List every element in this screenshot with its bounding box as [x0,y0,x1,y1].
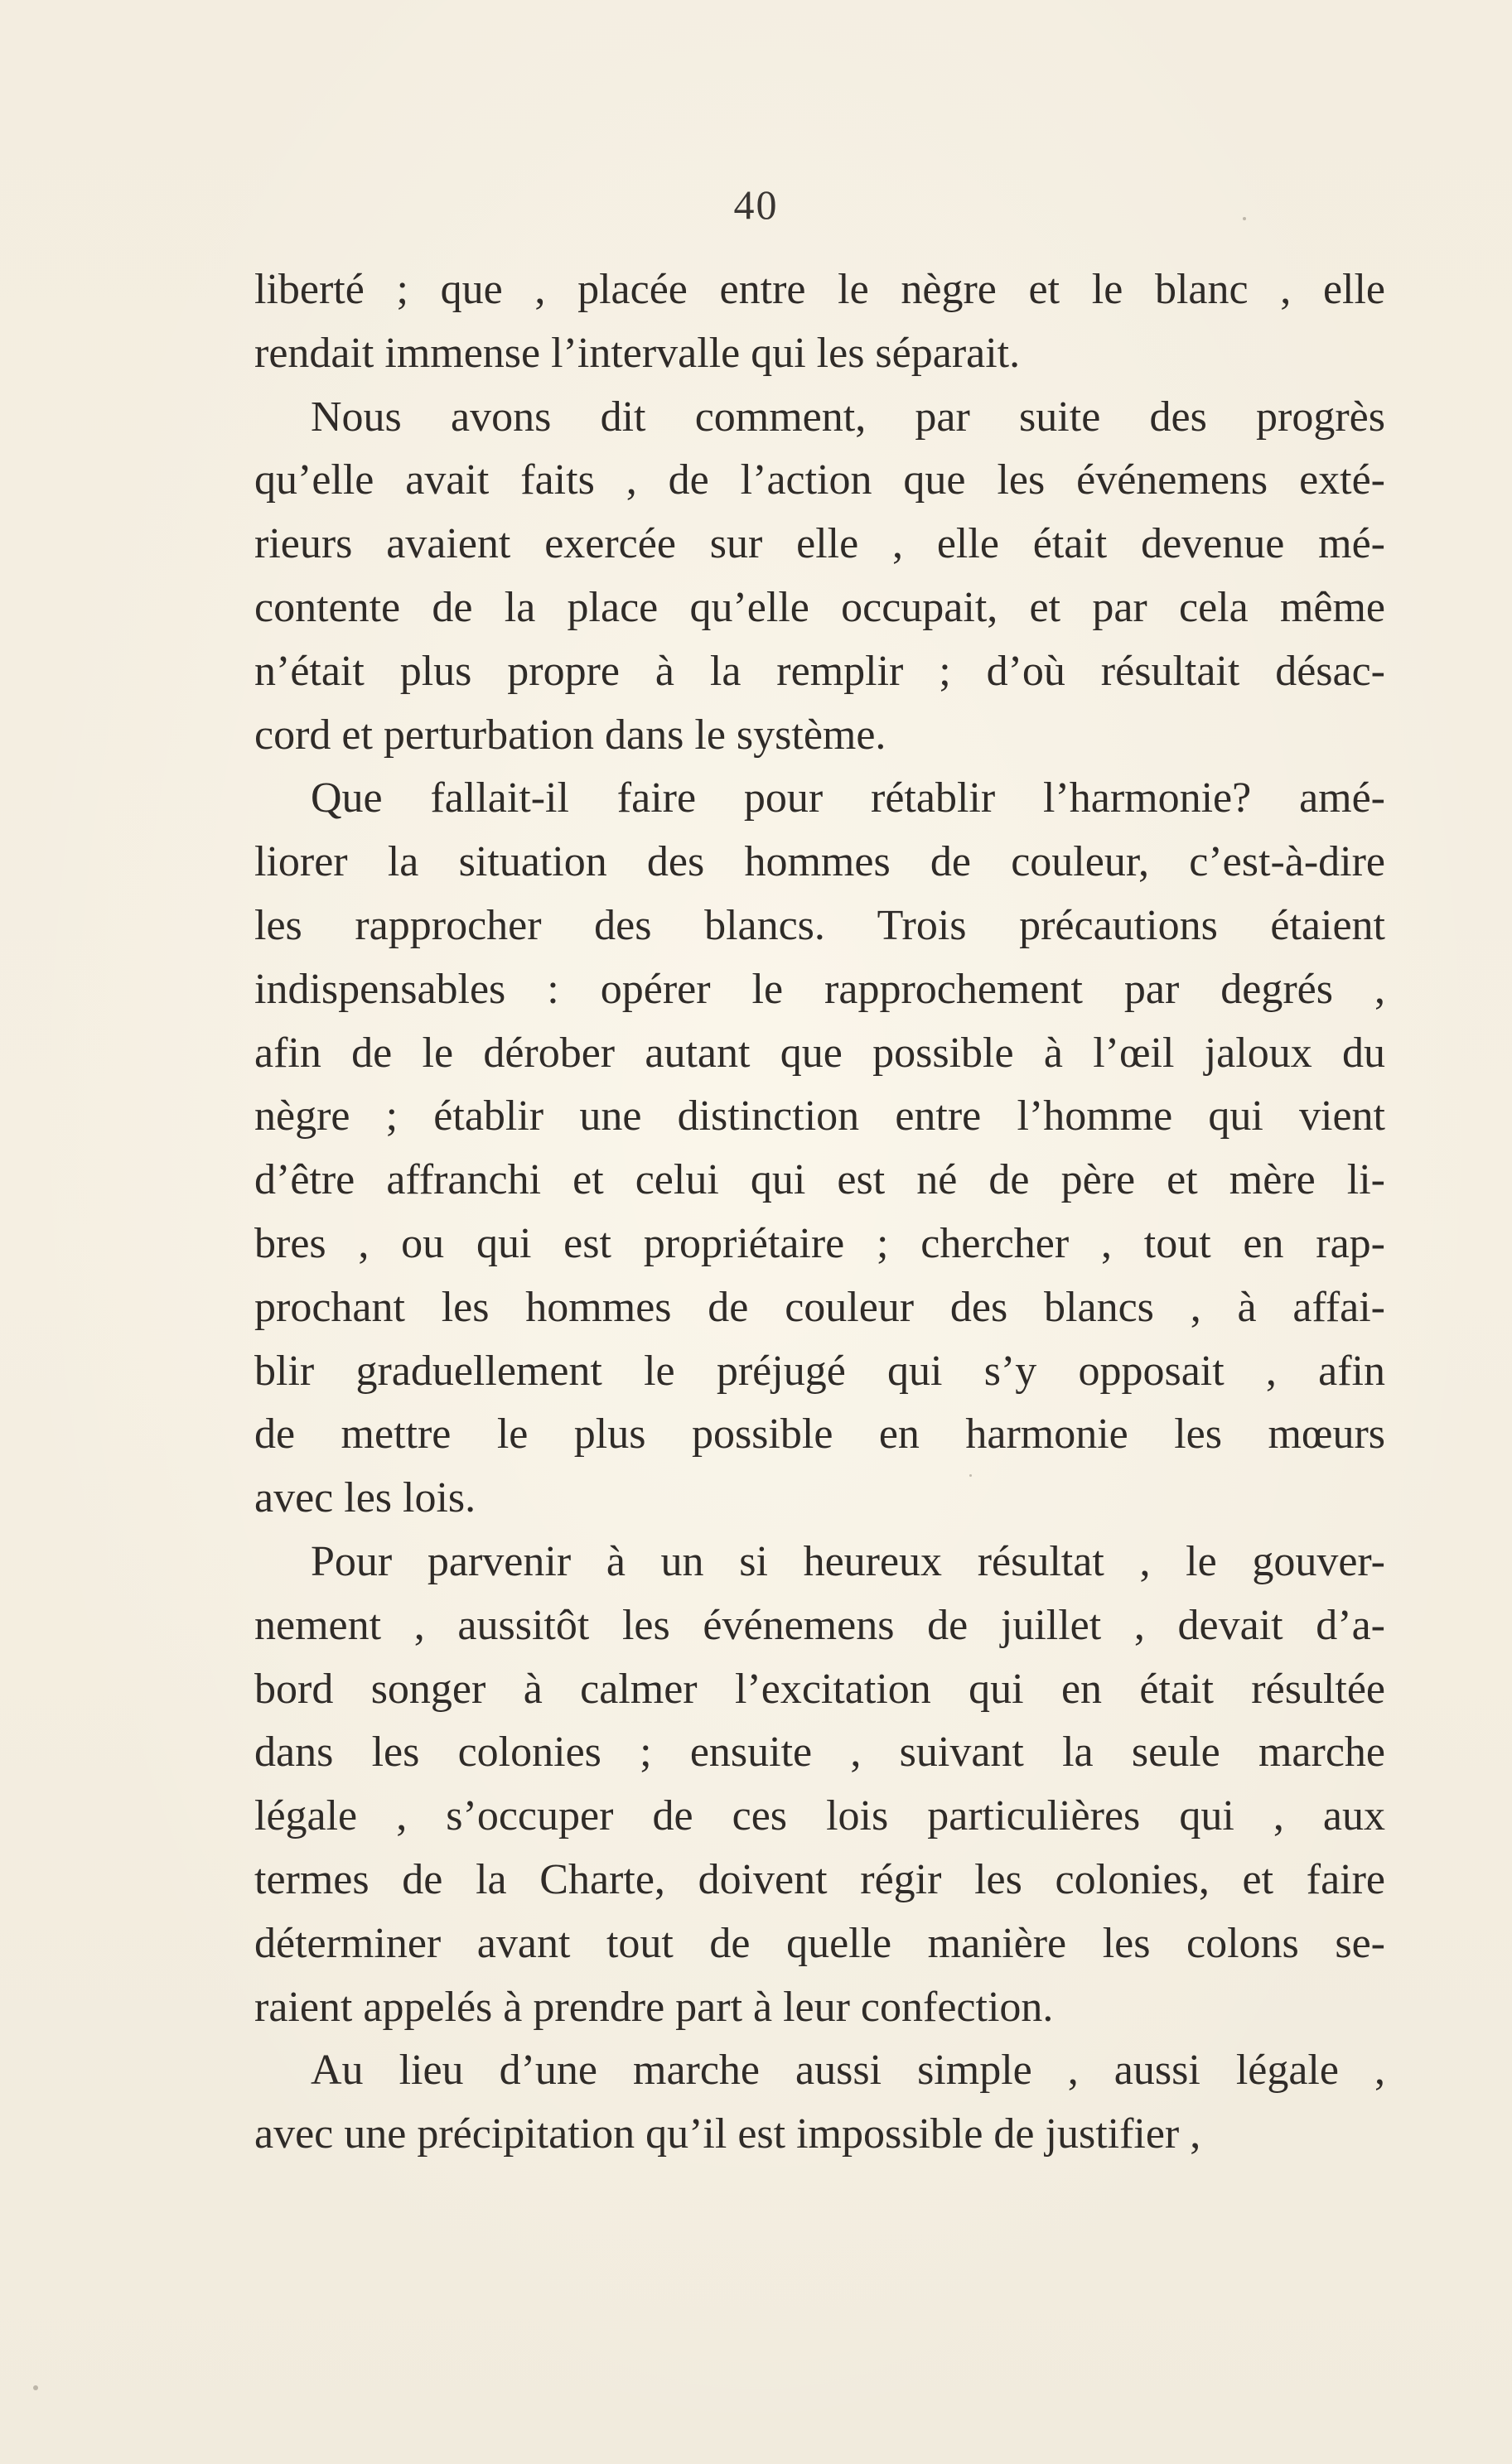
text-line: de mettre le plus possible en harmonie les mœurs [254,1410,1385,1459]
text-line: déterminer avant tout de quelle manière les colons se- [254,1919,1385,1967]
text-line: avec les lois. [254,1474,476,1522]
text-line: avec une précipitation qu’il est impossible de justifier , [254,2110,1201,2158]
text-line: afin de le dérober autant que possible à l’œil jaloux du [254,1029,1385,1077]
text-line: bres , ou qui est propriétaire ; chercher , tout en rap- [254,1219,1385,1267]
text-line: contente de la place qu’elle occupait, et par cela même [254,583,1385,631]
text-line: les rapprocher des blancs. Trois précautions étaient [254,901,1385,949]
text-line: rendait immense l’intervalle qui les séparait. [254,329,1021,377]
text-line: Que fallait-il faire pour rétablir l’harmonie? amé- [311,774,1385,822]
paper-speck [33,2385,38,2390]
text-line: liorer la situation des hommes de couleur, c’est-à-dire [254,838,1385,886]
page-number: 40 [733,181,779,228]
text-line: blir graduellement le préjugé qui s’y opposait , afin [254,1347,1385,1395]
text-line: raient appelés à prendre part à leur confection. [254,1983,1054,2031]
text-line: qu’elle avait faits , de l’action que les événemens exté- [254,456,1385,504]
text-line: liberté ; que , placée entre le nègre et le blanc , elle [254,266,1385,313]
text-line: prochant les hommes de couleur des blancs , à affai- [254,1283,1385,1331]
body-text [254,258,1385,2167]
text-line: n’était plus propre à la remplir ; d’où résultait désac- [254,647,1385,695]
text-line: Pour parvenir à un si heureux résultat , le gouver- [311,1537,1385,1585]
text-line: indispensables : opérer le rapprochement par degrés , [254,965,1385,1013]
text-line: légale , s’occuper de ces lois particulières qui , aux [254,1792,1385,1840]
text-line: rieurs avaient exercée sur elle , elle était devenue mé- [254,520,1385,568]
text-line: cord et perturbation dans le système. [254,711,886,759]
text-line: termes de la Charte, doivent régir les colonies, et faire [254,1855,1385,1903]
paper-speck [969,1474,972,1477]
text-line: dans les colonies ; ensuite , suivant la seule marche [254,1729,1385,1777]
paper-speck [1243,217,1246,220]
text-line: nement , aussitôt les événemens de juillet , devait d’a- [254,1601,1385,1649]
text-line: Au lieu d’une marche aussi simple , aussi légale , [311,2047,1385,2095]
text-line: d’être affranchi et celui qui est né de père et mère li- [254,1156,1385,1204]
text-line: Nous avons dit comment, par suite des progrès [311,393,1385,441]
text-line: nègre ; établir une distinction entre l’homme qui vient [254,1092,1385,1140]
text-line: bord songer à calmer l’excitation qui en était résultée [254,1665,1385,1713]
